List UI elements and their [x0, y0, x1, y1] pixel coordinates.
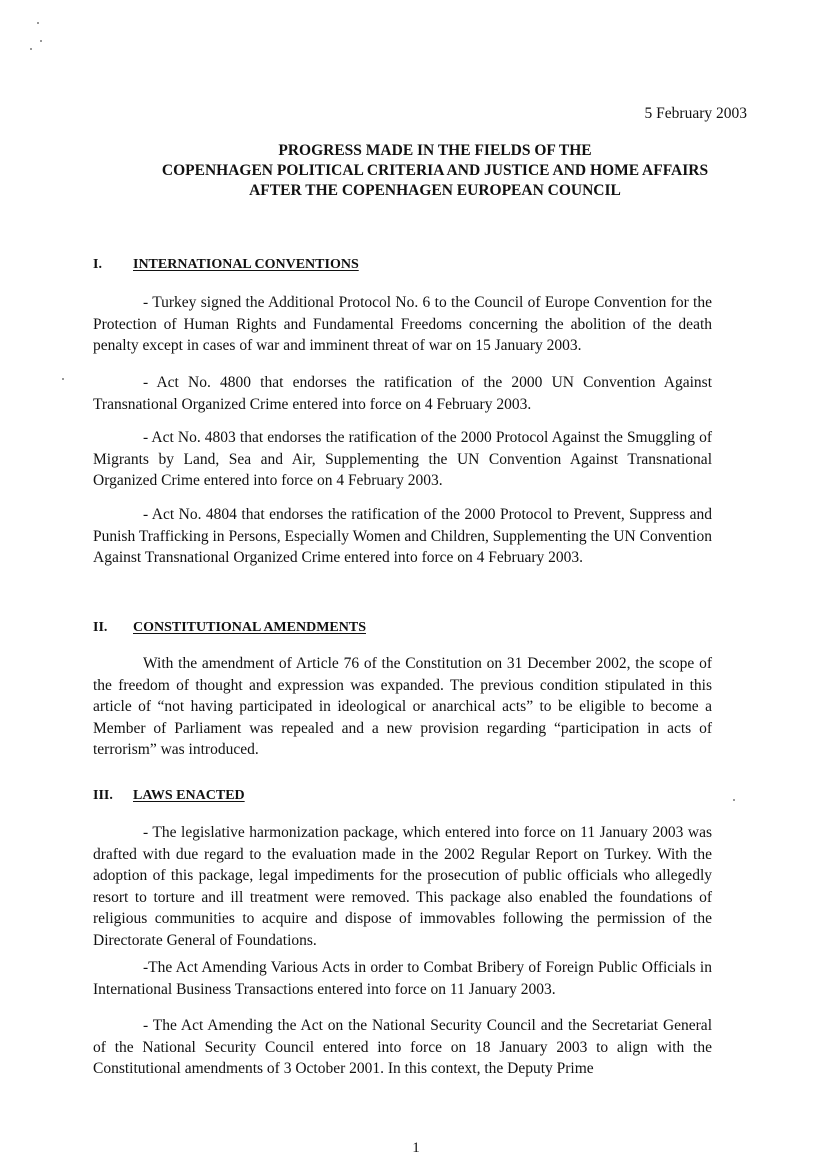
section-number: I.	[93, 257, 102, 272]
scan-speck	[30, 48, 32, 50]
section-title: LAWS ENACTED	[133, 788, 245, 803]
section-title: CONSTITUTIONAL AMENDMENTS	[133, 620, 366, 635]
title-line-1: PROGRESS MADE IN THE FIELDS OF THE	[278, 142, 592, 159]
paragraph: - Act No. 4803 that endorses the ratification of the 2000 Protocol Against the Smuggling of Migrants by Land, Sea and Air, Supplementing the UN Convention Against Transnational Organized Crime entered into force on 4 February 2003.	[93, 429, 712, 489]
paragraph: - Act No. 4804 that endorses the ratification of the 2000 Protocol to Prevent, Suppress and Punish Trafficking in Persons, Especially Women and Children, Supplementing the UN Convention Against Transnational Organized Crime entered into force on 4 February 2003.	[93, 506, 712, 566]
paragraph: -The Act Amending Various Acts in order to Combat Bribery of Foreign Public Officials in International Business Transactions entered into force on 11 January 2003.	[93, 959, 712, 998]
title-line-2: COPENHAGEN POLITICAL CRITERIA AND JUSTICE AND HOME AFFAIRS	[161, 162, 709, 179]
section-title: INTERNATIONAL CONVENTIONS	[133, 257, 359, 272]
document-date: 5 February 2003	[644, 105, 747, 122]
page-number: 1	[412, 1140, 420, 1156]
section-number: III.	[93, 788, 113, 803]
section-heading-laws-enacted	[93, 788, 245, 804]
paragraph: - Turkey signed the Additional Protocol No. 6 to the Council of Europe Convention for the Protection of Human Rights and Fundamental Freedoms concerning the abolition of the death penalty except in cases of war and imminent threat of war on 15 January 2003.	[93, 294, 712, 354]
title-line-3: AFTER THE COPENHAGEN EUROPEAN COUNCIL	[249, 182, 621, 199]
paragraph: - The legislative harmonization package, which entered into force on 11 January 2003 was drafted with due regard to the evaluation made in the 2002 Regular Report on Turkey. With the adoption of this package, legal impediments for the prosecution of public officials who allegedly resort to torture and ill treatment were removed. This package also enabled the foundations of religious communities to acquire and dispose of immovables following the permission of the Directorate General of Foundations.	[93, 824, 712, 949]
document-title	[100, 141, 770, 201]
scan-speck	[62, 378, 64, 380]
section-heading-constitutional-amendments	[93, 620, 366, 636]
paragraph: - The Act Amending the Act on the National Security Council and the Secretariat General of the National Security Council entered into force on 18 January 2003 to align with the Constitutional amendments of 3 October 2001. In this context, the Deputy Prime	[93, 1017, 712, 1077]
paragraph: - Act No. 4800 that endorses the ratification of the 2000 UN Convention Against Transnational Organized Crime entered into force on 4 February 2003.	[93, 374, 712, 413]
scan-speck	[37, 22, 39, 24]
scan-speck	[40, 40, 42, 42]
section-number: II.	[93, 620, 108, 635]
section-heading-international-conventions	[93, 257, 359, 273]
scan-speck	[733, 799, 735, 801]
paragraph: With the amendment of Article 76 of the Constitution on 31 December 2002, the scope of the freedom of thought and expression was expanded. The previous condition stipulated in this article of “not having participated in ideological or anarchical acts” to be eligible to become a Member of Parliament was repealed and a new provision regarding “participation in acts of terrorism” was introduced.	[93, 655, 712, 758]
